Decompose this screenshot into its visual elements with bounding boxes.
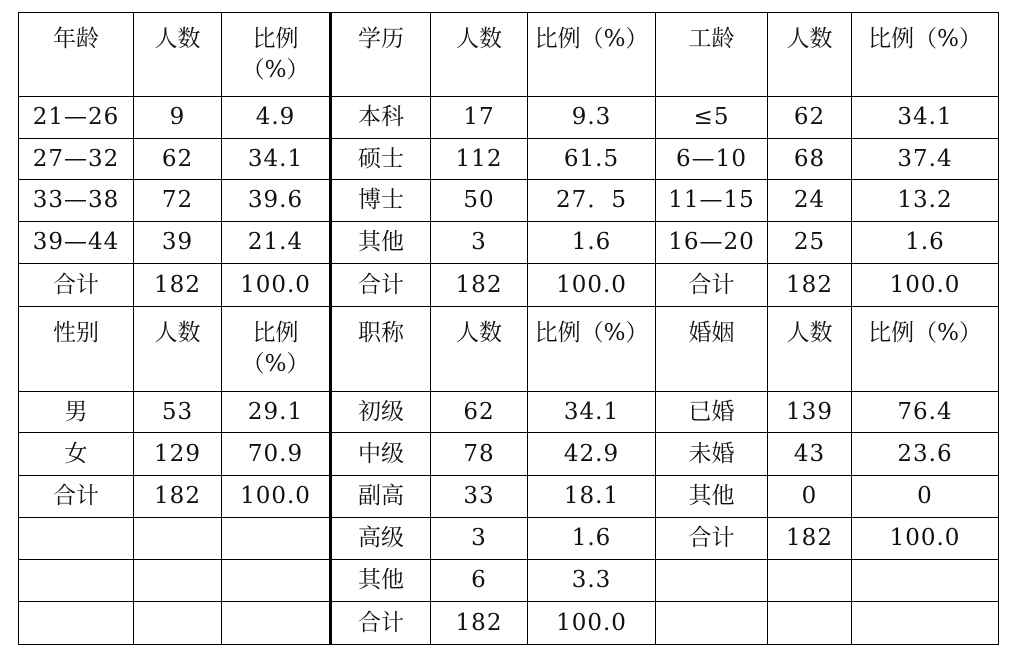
table-cell: 53 (134, 392, 222, 433)
table-cell: 6 (431, 560, 528, 602)
header-cell (134, 13, 222, 97)
table-cell: 1.6 (528, 518, 656, 560)
table-cell: 72 (134, 180, 222, 222)
header-label: 比例（%） (534, 320, 649, 346)
header-cell (768, 13, 852, 97)
header-label: 工龄 (688, 26, 735, 52)
table-cell: 33 (431, 476, 528, 518)
table-cell: 0 (768, 476, 852, 518)
table-cell: 9 (134, 97, 222, 139)
table-cell: 已婚 (656, 392, 768, 433)
table-cell: 34.1 (528, 392, 656, 433)
header-label: 人数 (154, 26, 201, 52)
table-cell: 21—26 (19, 97, 134, 139)
table-cell: 37.4 (852, 139, 999, 180)
table-cell: 24 (768, 180, 852, 222)
header-label: 人数 (786, 26, 833, 52)
table-cell: 100.0 (222, 476, 331, 518)
header-cell (134, 307, 222, 392)
table-cell: 21.4 (222, 222, 331, 264)
table-cell: 78 (431, 433, 528, 476)
table-row (19, 180, 999, 222)
table-cell: 29.1 (222, 392, 331, 433)
table-cell: 18.1 (528, 476, 656, 518)
table-row (19, 392, 999, 433)
header-cell (768, 307, 852, 392)
table-cell (134, 560, 222, 602)
table-cell: 13.2 (852, 180, 999, 222)
header-label: 比例 (252, 26, 299, 52)
header-label: 比例（%） (868, 320, 982, 346)
table-cell: 0 (852, 476, 999, 518)
table-cell: 其他 (331, 222, 431, 264)
header-label: 人数 (154, 320, 201, 346)
table-cell: 100.0 (528, 264, 656, 307)
table-cell: 中级 (331, 433, 431, 476)
table-cell: 182 (134, 264, 222, 307)
table-cell: 高级 (331, 518, 431, 560)
table-cell: 25 (768, 222, 852, 264)
table-cell (222, 560, 331, 602)
table-row (19, 476, 999, 518)
header-cell (852, 307, 999, 392)
table-cell: 39—44 (19, 222, 134, 264)
table-cell: 3 (431, 222, 528, 264)
table-cell: 112 (431, 139, 528, 180)
table-cell: 本科 (331, 97, 431, 139)
header-cell (852, 13, 999, 97)
table-cell: 17 (431, 97, 528, 139)
table-cell: ≤5 (656, 97, 768, 139)
table-cell: 182 (768, 518, 852, 560)
table-cell: 3 (431, 518, 528, 560)
header-cell (431, 307, 528, 392)
table-cell: 182 (768, 264, 852, 307)
table-cell: 100.0 (852, 264, 999, 307)
table-cell (222, 518, 331, 560)
header-label: 婚姻 (688, 320, 735, 346)
table-cell: 39.6 (222, 180, 331, 222)
table-cell: 合计 (331, 264, 431, 307)
table-cell: 1.6 (528, 222, 656, 264)
table-cell: 34.1 (222, 139, 331, 180)
table-cell: 9.3 (528, 97, 656, 139)
table-cell: 27—32 (19, 139, 134, 180)
header-cell (222, 307, 331, 392)
header-label: 性别 (53, 320, 99, 346)
header-cell (656, 307, 768, 392)
table-row (19, 433, 999, 476)
table-cell: 76.4 (852, 392, 999, 433)
table-cell: 27．5 (528, 180, 656, 222)
table-row (19, 602, 999, 645)
header-label: 比例（%） (534, 26, 649, 52)
table-cell: 34.1 (852, 97, 999, 139)
table-cell: 182 (431, 264, 528, 307)
table-cell (19, 602, 134, 645)
table-row (19, 560, 999, 602)
table-cell: 合计 (331, 602, 431, 645)
header-label: 人数 (456, 320, 502, 346)
table-cell (134, 602, 222, 645)
table-cell: 初级 (331, 392, 431, 433)
header-cell (528, 13, 656, 97)
table-cell: 100.0 (528, 602, 656, 645)
header-cell (528, 307, 656, 392)
table-cell: 11—15 (656, 180, 768, 222)
header-label: 比例 (252, 320, 299, 346)
table-cell (768, 560, 852, 602)
table-cell: 副高 (331, 476, 431, 518)
header-cell (19, 13, 134, 97)
table-row (19, 139, 999, 180)
table-cell: 100.0 (222, 264, 331, 307)
header-cell (431, 13, 528, 97)
table-cell: 70.9 (222, 433, 331, 476)
statistics-table (18, 12, 999, 645)
header-label: 人数 (786, 320, 833, 346)
header-label: 年龄 (53, 26, 99, 52)
table-cell (19, 518, 134, 560)
table-cell: 合计 (19, 264, 134, 307)
table-cell: 未婚 (656, 433, 768, 476)
table-cell: 62 (431, 392, 528, 433)
table-cell: 其他 (656, 476, 768, 518)
table-cell: 1.6 (852, 222, 999, 264)
header-label: 职称 (358, 320, 404, 346)
table-cell: 其他 (331, 560, 431, 602)
header-cell (656, 13, 768, 97)
header-cell (222, 13, 331, 97)
table-row (19, 222, 999, 264)
table-cell: 100.0 (852, 518, 999, 560)
table-cell: 61.5 (528, 139, 656, 180)
table-cell: 4.9 (222, 97, 331, 139)
table-cell: 16—20 (656, 222, 768, 264)
table-row (19, 264, 999, 307)
table-cell: 合计 (656, 264, 768, 307)
header-cell (331, 307, 431, 392)
table-cell (19, 560, 134, 602)
section2-header-row (19, 307, 999, 392)
table-cell: 62 (134, 139, 222, 180)
table-cell: 女 (19, 433, 134, 476)
table-cell: 182 (134, 476, 222, 518)
table-cell: 6—10 (656, 139, 768, 180)
table-cell: 139 (768, 392, 852, 433)
table-cell (656, 602, 768, 645)
table-cell: 68 (768, 139, 852, 180)
table-cell (222, 602, 331, 645)
table-cell: 博士 (331, 180, 431, 222)
table-cell: 39 (134, 222, 222, 264)
header-label: 学历 (358, 26, 404, 52)
header-label: （%） (241, 57, 310, 83)
header-label: （%） (241, 351, 310, 377)
table-cell: 50 (431, 180, 528, 222)
table-cell: 23.6 (852, 433, 999, 476)
table-cell: 62 (768, 97, 852, 139)
table-cell (134, 518, 222, 560)
table-cell: 合计 (19, 476, 134, 518)
table-row (19, 97, 999, 139)
table-cell (852, 560, 999, 602)
table-cell (768, 602, 852, 645)
table-cell: 129 (134, 433, 222, 476)
table-cell (852, 602, 999, 645)
table-cell: 3.3 (528, 560, 656, 602)
table-cell: 合计 (656, 518, 768, 560)
table-cell: 42.9 (528, 433, 656, 476)
table-cell: 33—38 (19, 180, 134, 222)
header-label: 比例（%） (868, 26, 982, 52)
table-cell: 43 (768, 433, 852, 476)
header-cell (331, 13, 431, 97)
header-label: 人数 (456, 26, 502, 52)
section1-header-row (19, 13, 999, 97)
table-cell: 硕士 (331, 139, 431, 180)
table-cell: 男 (19, 392, 134, 433)
table-row (19, 518, 999, 560)
table-cell: 182 (431, 602, 528, 645)
header-cell (19, 307, 134, 392)
table-cell (656, 560, 768, 602)
